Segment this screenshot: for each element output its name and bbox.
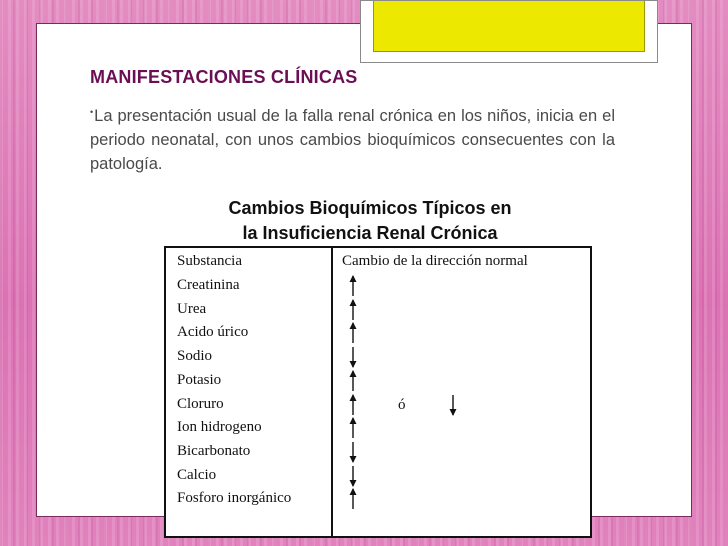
substance-label: Calcio xyxy=(177,466,217,483)
arrow-up-icon xyxy=(348,487,358,511)
or-label: ó xyxy=(398,397,406,413)
body-paragraph: La presentación usual de la falla renal crónica en los niños, inicia en el periodo neonatal, con unos cambios bioquímicos consecuentes con la patología. xyxy=(90,107,615,173)
arrow-up-icon xyxy=(348,393,358,417)
caption-line-1: Cambios Bioquímicos Típicos en xyxy=(228,198,512,218)
arrow-up-icon xyxy=(348,321,358,345)
arrow-down-icon xyxy=(448,393,458,417)
substance-label: Creatinina xyxy=(177,277,240,293)
slide-body-text xyxy=(90,100,615,176)
bullet-icon: • xyxy=(90,107,94,117)
arrow-down-icon xyxy=(348,464,358,488)
substance-label: Urea xyxy=(177,300,207,317)
arrow-down-icon xyxy=(348,440,358,464)
substance-label: Bicarbonato xyxy=(177,442,251,459)
biochem-table xyxy=(164,246,592,538)
substance-label: Ion hidrogeno xyxy=(177,419,262,436)
column-header-substance: Substancia xyxy=(177,253,242,269)
slide-title: MANIFESTACIONES CLÍNICAS xyxy=(90,67,358,87)
arrow-up-icon xyxy=(348,369,358,393)
substance-label: Acido úrico xyxy=(177,324,249,341)
accent-tab xyxy=(360,0,658,63)
substance-label: Cloruro xyxy=(177,395,224,412)
column-header-change: Cambio de la dirección normal xyxy=(342,253,528,269)
caption-line-2: la Insuficiencia Renal Crónica xyxy=(242,223,498,243)
accent-yellow-block xyxy=(373,1,645,52)
table-caption xyxy=(160,196,580,246)
substance-label: Fosforo inorgánico xyxy=(177,490,292,507)
substance-label: Potasio xyxy=(177,371,222,388)
arrow-up-icon xyxy=(348,274,358,298)
column-divider xyxy=(331,248,333,536)
substance-label: Sodio xyxy=(177,348,213,365)
arrow-up-icon xyxy=(348,416,358,440)
arrow-up-icon xyxy=(348,298,358,322)
arrow-down-icon xyxy=(348,345,358,369)
